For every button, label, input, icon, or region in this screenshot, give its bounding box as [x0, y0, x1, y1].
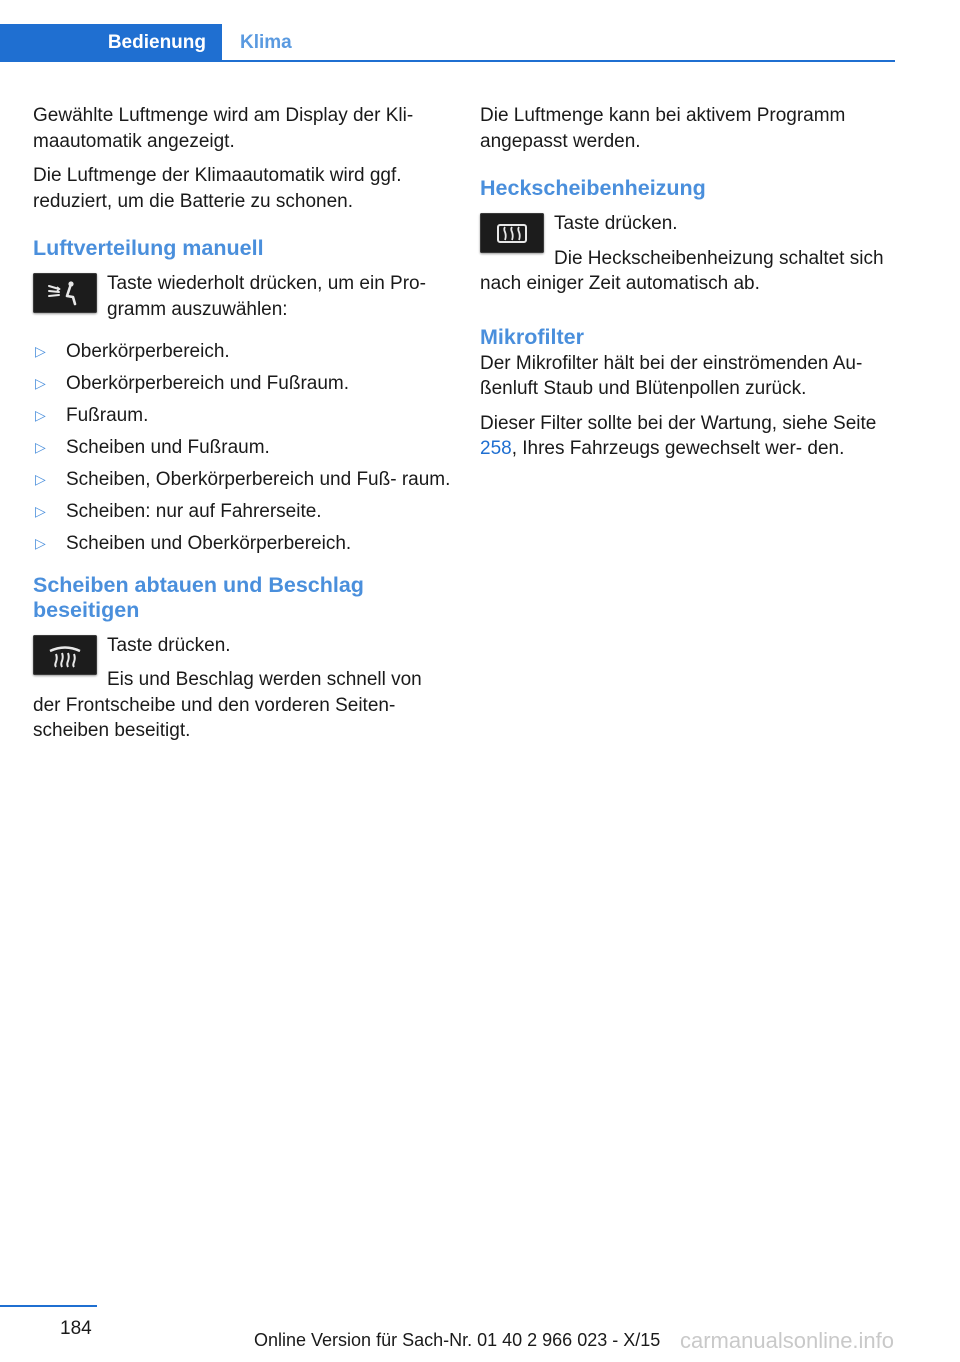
triangle-bullet-icon: ▷: [35, 471, 46, 487]
triangle-bullet-icon: ▷: [35, 439, 46, 455]
heading-scheiben-abtauen: Scheiben abtauen und Beschlag beseitigen: [33, 572, 364, 622]
triangle-bullet-icon: ▷: [35, 343, 46, 359]
front-defrost-icon: [33, 635, 97, 675]
luftverteilung-block: [33, 271, 451, 331]
mikrofilter-text: Der Mikrofilter hält bei der einströmenden Au‐ ßenluft Staub und Blütenpollen zurück.: [480, 352, 863, 399]
triangle-bullet-icon: ▷: [35, 375, 46, 391]
list-item: ▷ Scheiben, Oberkörperbereich und Fuß‐ raum.: [33, 467, 451, 493]
triangle-bullet-icon: ▷: [35, 407, 46, 423]
scheiben-block: [33, 633, 451, 744]
rear-window-heating-icon: [480, 213, 544, 253]
list-item: ▷ Oberkörperbereich.: [33, 339, 451, 365]
list-item: ▷ Fußraum.: [33, 403, 451, 429]
heading-mikrofilter: Mikrofilter: [480, 324, 584, 349]
paragraph-luftmenge-programm: Die Luftmenge kann bei aktivem Programm angepasst werden.: [480, 105, 846, 152]
list-item: ▷ Scheiben: nur auf Fahrerseite.: [33, 499, 451, 525]
heck-beschreibung: Die Heckscheibenheizung schaltet sich nach einiger Zeit automatisch ab.: [480, 247, 884, 294]
footer-rule: [0, 1305, 97, 1307]
scheiben-beschreibung: Eis und Beschlag werden schnell von der Frontscheibe und den vorderen Seiten‐ scheiben beseitigt.: [33, 669, 422, 741]
page-header: [0, 24, 895, 62]
section-tab-klima: Klima: [240, 32, 292, 53]
heck-block: [480, 211, 898, 297]
scheiben-taste-text: Taste drücken.: [107, 634, 231, 656]
heading-heckscheibenheizung: Heckscheibenheizung: [480, 176, 706, 200]
paragraph-luftmenge-display: Gewählte Luftmenge wird am Display der Kli‐ maautomatik angezeigt.: [33, 105, 414, 152]
heading-luftverteilung: Luftverteilung manuell: [33, 236, 264, 260]
page-link-258[interactable]: 258: [480, 438, 512, 459]
air-distribution-icon: [33, 273, 97, 313]
page-number: 184: [60, 1318, 92, 1339]
left-column: [33, 103, 451, 753]
list-item: ▷ Oberkörperbereich und Fußraum.: [33, 371, 451, 397]
list-item: ▷ Scheiben und Oberkörperbereich.: [33, 531, 451, 557]
luftverteilung-text: Taste wiederholt drücken, um ein Pro‐ gramm auszuwählen:: [107, 273, 426, 320]
list-item: ▷ Scheiben und Fußraum.: [33, 435, 451, 461]
right-column: [480, 103, 898, 471]
section-tab-bedienung: Bedienung: [0, 24, 222, 62]
paragraph-batterie: Die Luftmenge der Klimaautomatik wird ggf. reduziert, um die Batterie zu schonen.: [33, 165, 402, 212]
footer-version-text: Online Version für Sach-Nr. 01 40 2 966 023 - X/15: [254, 1330, 661, 1350]
luftverteilung-list: [33, 339, 451, 557]
mikrofilter-wartung: Dieser Filter sollte bei der Wartung, siehe Seite 258, Ihres Fahrzeugs gewechselt wer‐ den.: [480, 412, 877, 459]
triangle-bullet-icon: ▷: [35, 535, 46, 551]
triangle-bullet-icon: ▷: [35, 503, 46, 519]
heck-taste-text: Taste drücken.: [554, 213, 678, 234]
watermark: carmanualsonline.info: [680, 1328, 895, 1353]
